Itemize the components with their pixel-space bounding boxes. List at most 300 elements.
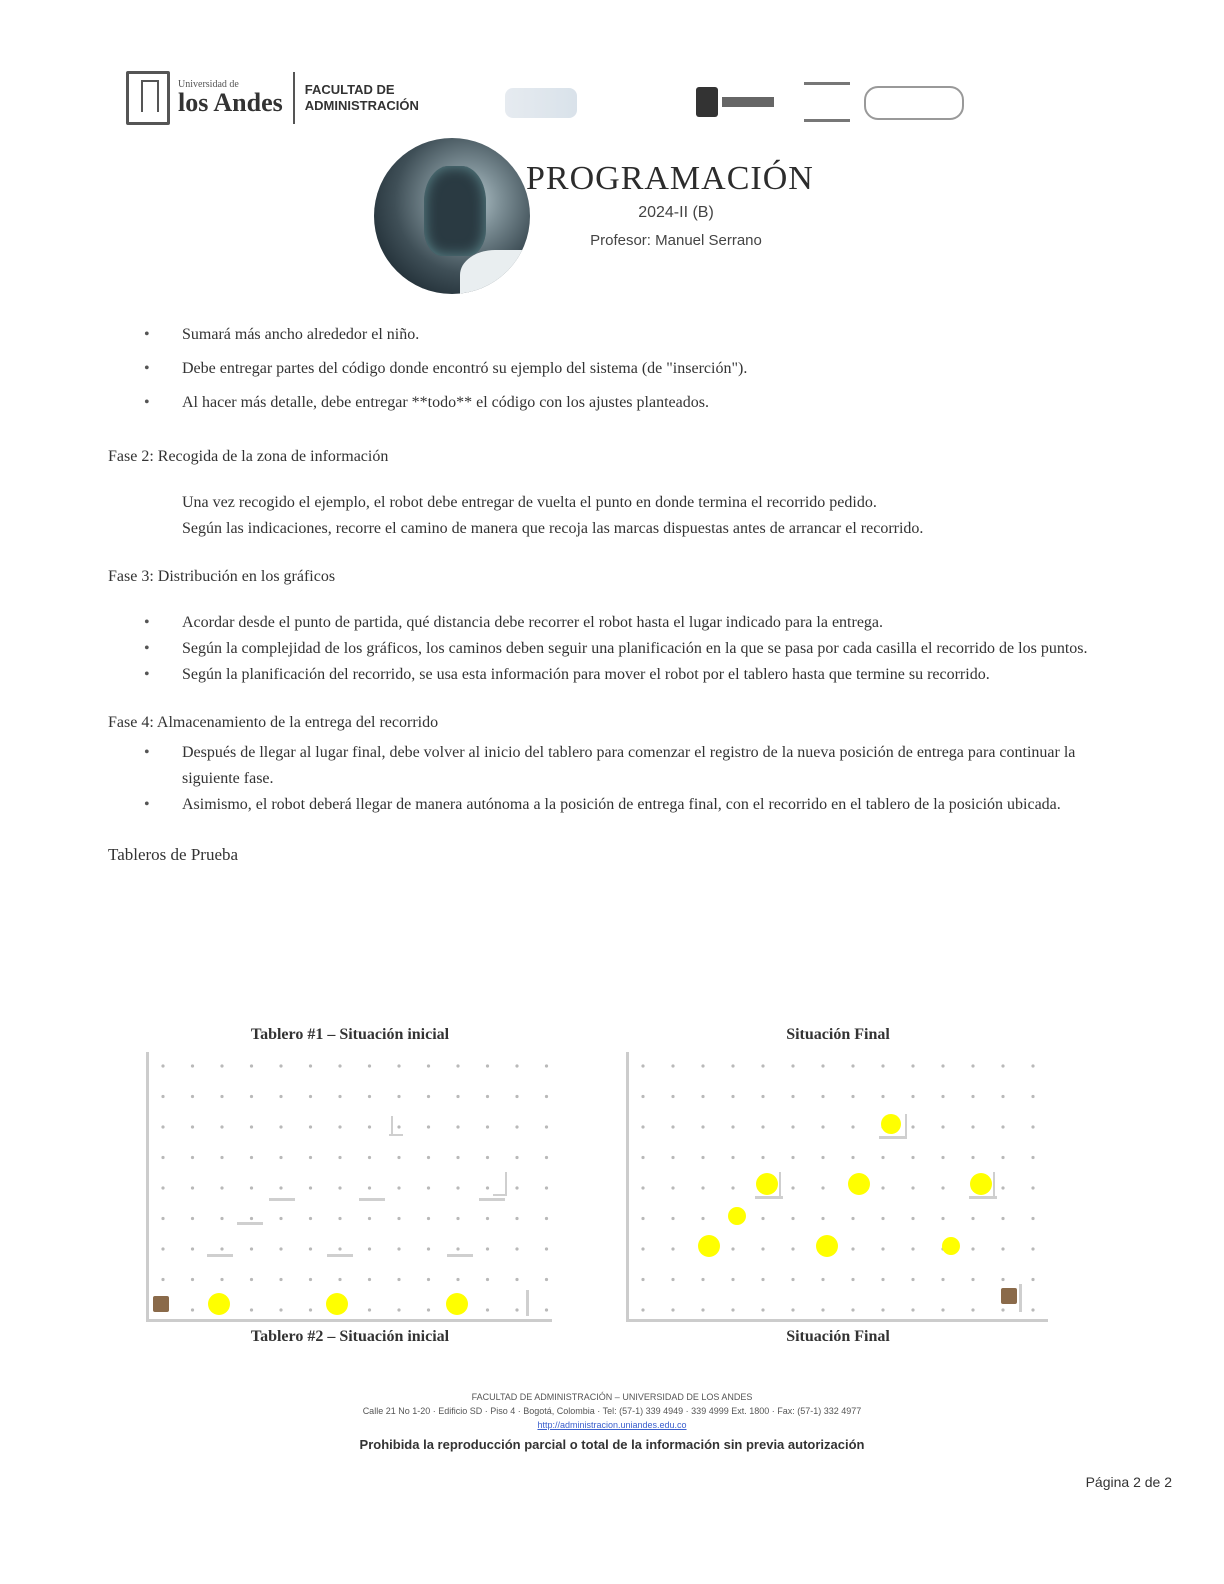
grid-dot	[309, 1247, 312, 1250]
grid-dot	[761, 1278, 764, 1281]
grid-dot	[250, 1186, 253, 1189]
grid-dot	[279, 1156, 282, 1159]
grid-dot	[338, 1278, 341, 1281]
grid-dot	[191, 1278, 194, 1281]
grid-dot	[250, 1247, 253, 1250]
grid-dot	[427, 1064, 430, 1067]
grid-dot	[671, 1156, 674, 1159]
obstacle-corner	[493, 1194, 507, 1196]
intro-list	[108, 322, 1112, 416]
grid-dot	[671, 1308, 674, 1311]
grid-dot	[309, 1095, 312, 1098]
grid-dot	[338, 1156, 341, 1159]
grid-dot	[515, 1308, 518, 1311]
grid-dot	[641, 1095, 644, 1098]
obstacle-corner	[389, 1134, 403, 1136]
grid-dot	[941, 1308, 944, 1311]
grid-dot	[545, 1186, 548, 1189]
footer-link[interactable]: http://administracion.uniandes.edu.co	[537, 1420, 687, 1430]
grid-dot	[971, 1156, 974, 1159]
grid-dot	[427, 1247, 430, 1250]
grid-dot	[279, 1095, 282, 1098]
grid-dot	[761, 1156, 764, 1159]
grid-dot	[515, 1278, 518, 1281]
grid-dot	[731, 1064, 734, 1067]
university-label-small: Universidad de	[178, 79, 239, 90]
grid-dot	[881, 1278, 884, 1281]
section-heading: Fase 4: Almacenamiento de la entrega del recorrido	[108, 714, 439, 731]
obstacle-wall	[207, 1254, 233, 1257]
grid-dot	[971, 1247, 974, 1250]
target-marker	[816, 1235, 838, 1257]
obstacle-wall	[879, 1136, 907, 1139]
list-item: • Acordar desde el punto de partida, qué distancia debe recorrer el robot hasta el lugar indicado para la entrega.	[182, 610, 1112, 636]
grid-dot	[941, 1064, 944, 1067]
board-right-title-bottom: Situación Final	[786, 1328, 890, 1345]
grid-dot	[456, 1217, 459, 1220]
grid-dot	[1001, 1095, 1004, 1098]
grid-dot	[456, 1186, 459, 1189]
grid-dot	[427, 1278, 430, 1281]
sponsor-square-icon	[696, 87, 718, 117]
grid-dot	[545, 1278, 548, 1281]
grid-dot	[1031, 1095, 1034, 1098]
grid-dot	[671, 1217, 674, 1220]
list-item: • Al hacer más detalle, debe entregar **todo** el código con los ajustes planteados.	[182, 390, 1112, 416]
grid-dot	[941, 1217, 944, 1220]
grid-dot	[1001, 1308, 1004, 1311]
grid-dot	[220, 1156, 223, 1159]
grid-dot	[486, 1186, 489, 1189]
grid-dot	[941, 1156, 944, 1159]
grid-dot	[821, 1064, 824, 1067]
grid-dot	[761, 1308, 764, 1311]
grid-dot	[641, 1156, 644, 1159]
sponsor-logo-3	[864, 86, 964, 120]
grid-dot	[971, 1095, 974, 1098]
grid-dot	[941, 1186, 944, 1189]
grid-dot	[456, 1156, 459, 1159]
grid-dot	[911, 1217, 914, 1220]
grid-dot	[220, 1247, 223, 1250]
grid-dot	[279, 1308, 282, 1311]
grid-dot	[397, 1064, 400, 1067]
board-right	[626, 1052, 1048, 1322]
grid-dot	[731, 1278, 734, 1281]
grid-dot	[821, 1217, 824, 1220]
page-number: Página 2 de 2	[1085, 1474, 1172, 1490]
grid-dot	[161, 1125, 164, 1128]
board-right-grid	[629, 1052, 1048, 1319]
grid-dot	[191, 1156, 194, 1159]
grid-dot	[701, 1186, 704, 1189]
grid-dot	[456, 1095, 459, 1098]
grid-dot	[397, 1308, 400, 1311]
university-crest-icon	[126, 71, 170, 125]
page-footer	[150, 1390, 1074, 1456]
grid-dot	[791, 1278, 794, 1281]
grid-dot	[941, 1278, 944, 1281]
grid-dot	[671, 1095, 674, 1098]
grid-dot	[881, 1308, 884, 1311]
target-marker	[446, 1293, 468, 1315]
grid-dot	[397, 1247, 400, 1250]
grid-dot	[220, 1278, 223, 1281]
grid-dot	[161, 1095, 164, 1098]
footer-institution: FACULTAD DE ADMINISTRACIÓN – UNIVERSIDAD DE LOS ANDES	[471, 1392, 753, 1402]
grid-dot	[456, 1064, 459, 1067]
board-left-title-bottom: Tablero #2 – Situación inicial	[250, 1328, 450, 1345]
grid-dot	[220, 1095, 223, 1098]
grid-dot	[971, 1064, 974, 1067]
grid-dot	[456, 1247, 459, 1250]
grid-dot	[1031, 1308, 1034, 1311]
grid-dot	[309, 1278, 312, 1281]
grid-dot	[791, 1217, 794, 1220]
grid-dot	[191, 1308, 194, 1311]
grid-dot	[761, 1064, 764, 1067]
grid-dot	[851, 1278, 854, 1281]
grid-dot	[1001, 1247, 1004, 1250]
grid-dot	[338, 1064, 341, 1067]
grid-dot	[851, 1308, 854, 1311]
grid-dot	[161, 1186, 164, 1189]
grid-dot	[250, 1125, 253, 1128]
university-logo	[126, 70, 476, 126]
obstacle-corner	[391, 1116, 393, 1136]
grid-dot	[761, 1247, 764, 1250]
phase4-list	[108, 740, 1112, 818]
grid-dot	[701, 1278, 704, 1281]
grid-dot	[911, 1247, 914, 1250]
grid-dot	[250, 1095, 253, 1098]
grid-dot	[368, 1156, 371, 1159]
target-marker	[326, 1293, 348, 1315]
sponsor-logo-1	[696, 86, 786, 118]
grid-dot	[309, 1156, 312, 1159]
grid-dot	[671, 1247, 674, 1250]
grid-dot	[731, 1095, 734, 1098]
grid-dot	[911, 1186, 914, 1189]
grid-dot	[397, 1278, 400, 1281]
grid-dot	[250, 1217, 253, 1220]
grid-dot	[1001, 1125, 1004, 1128]
grid-dot	[881, 1156, 884, 1159]
grid-dot	[1001, 1156, 1004, 1159]
grid-dot	[250, 1156, 253, 1159]
board-left-title-top: Tablero #1 – Situación inicial	[250, 1026, 450, 1043]
grid-dot	[279, 1186, 282, 1189]
grid-dot	[515, 1064, 518, 1067]
grid-dot	[486, 1064, 489, 1067]
grid-dot	[279, 1247, 282, 1250]
grid-dot	[1031, 1278, 1034, 1281]
grid-dot	[1001, 1278, 1004, 1281]
grid-dot	[1031, 1156, 1034, 1159]
grid-dot	[1001, 1217, 1004, 1220]
grid-dot	[220, 1064, 223, 1067]
grid-dot	[881, 1064, 884, 1067]
grid-dot	[851, 1156, 854, 1159]
obstacle-wall	[779, 1172, 781, 1196]
grid-dot	[486, 1278, 489, 1281]
grid-dot	[220, 1217, 223, 1220]
grid-dot	[911, 1064, 914, 1067]
grid-dot	[761, 1095, 764, 1098]
grid-dot	[1031, 1217, 1034, 1220]
grid-dot	[486, 1125, 489, 1128]
grid-dot	[397, 1125, 400, 1128]
logo-divider	[293, 72, 295, 124]
grid-dot	[220, 1186, 223, 1189]
grid-dot	[1031, 1125, 1034, 1128]
grid-dot	[791, 1095, 794, 1098]
grid-dot	[368, 1186, 371, 1189]
grid-dot	[161, 1156, 164, 1159]
grid-dot	[279, 1278, 282, 1281]
grid-dot	[971, 1125, 974, 1128]
grid-dot	[486, 1308, 489, 1311]
course-professor: Profesor: Manuel Serrano	[590, 232, 762, 249]
list-item: • Debe entregar partes del código donde encontró su ejemplo del sistema (de "inserción").	[182, 356, 1112, 382]
grid-dot	[971, 1217, 974, 1220]
grid-dot	[881, 1186, 884, 1189]
list-item: • Sumará más ancho alrededor el niño.	[182, 322, 1112, 348]
grid-dot	[1031, 1247, 1034, 1250]
grid-dot	[1031, 1064, 1034, 1067]
obstacle-wall	[447, 1254, 473, 1257]
grid-dot	[368, 1095, 371, 1098]
grid-dot	[427, 1186, 430, 1189]
target-marker	[698, 1235, 720, 1257]
grid-dot	[911, 1125, 914, 1128]
grid-dot	[161, 1278, 164, 1281]
grid-dot	[671, 1278, 674, 1281]
target-marker	[942, 1237, 960, 1255]
grid-dot	[309, 1125, 312, 1128]
grid-dot	[515, 1247, 518, 1250]
list-item: • Según la planificación del recorrido, se usa esta información para mover el robot por el tablero hasta que termine su recorrido.	[182, 662, 1112, 688]
grid-dot	[671, 1064, 674, 1067]
grid-dot	[731, 1186, 734, 1189]
paragraph: Una vez recogido el ejemplo, el robot debe entregar de vuelta el punto en donde termina el recorrido pedido.	[182, 494, 877, 511]
obstacle-wall	[993, 1172, 995, 1196]
grid-dot	[515, 1217, 518, 1220]
grid-dot	[279, 1217, 282, 1220]
grid-dot	[191, 1247, 194, 1250]
robot-icon	[1001, 1288, 1017, 1304]
grid-dot	[338, 1247, 341, 1250]
obstacle-wall	[327, 1254, 353, 1257]
grid-dot	[821, 1095, 824, 1098]
grid-dot	[368, 1064, 371, 1067]
grid-dot	[701, 1308, 704, 1311]
grid-dot	[250, 1278, 253, 1281]
grid-dot	[851, 1125, 854, 1128]
grid-dot	[701, 1217, 704, 1220]
grid-dot	[397, 1217, 400, 1220]
grid-dot	[791, 1247, 794, 1250]
grid-dot	[161, 1247, 164, 1250]
grid-dot	[368, 1278, 371, 1281]
grid-dot	[641, 1247, 644, 1250]
grid-dot	[397, 1095, 400, 1098]
grid-dot	[545, 1217, 548, 1220]
grid-dot	[456, 1278, 459, 1281]
section-heading: Fase 2: Recogida de la zona de información	[108, 448, 389, 465]
grid-dot	[641, 1186, 644, 1189]
grid-dot	[881, 1217, 884, 1220]
grid-dot	[761, 1125, 764, 1128]
faculty-name: FACULTAD DE ADMINISTRACIÓN	[304, 82, 419, 113]
grid-dot	[515, 1156, 518, 1159]
paragraph: Según las indicaciones, recorre el camino de manera que recoja las marcas dispuestas antes de arrancar el recorrido.	[182, 520, 924, 537]
grid-dot	[821, 1125, 824, 1128]
obstacle-wall	[755, 1196, 783, 1199]
grid-dot	[701, 1064, 704, 1067]
grid-dot	[279, 1064, 282, 1067]
grid-dot	[161, 1064, 164, 1067]
grid-dot	[641, 1064, 644, 1067]
grid-dot	[545, 1156, 548, 1159]
grid-dot	[791, 1186, 794, 1189]
grid-dot	[1031, 1186, 1034, 1189]
grid-dot	[671, 1186, 674, 1189]
grid-dot	[338, 1125, 341, 1128]
grid-dot	[731, 1125, 734, 1128]
grid-dot	[851, 1064, 854, 1067]
board-right-title-top: Situación Final	[786, 1026, 890, 1043]
grid-dot	[486, 1217, 489, 1220]
grid-dot	[456, 1125, 459, 1128]
grid-dot	[191, 1125, 194, 1128]
grid-dot	[791, 1156, 794, 1159]
grid-dot	[486, 1156, 489, 1159]
grid-dot	[851, 1095, 854, 1098]
list-item: • Según la complejidad de los gráficos, los caminos deben seguir una planificación en la que se pasa por cada casilla el recorrido de los puntos.	[182, 636, 1112, 662]
grid-dot	[701, 1125, 704, 1128]
obstacle-wall	[237, 1222, 263, 1225]
grid-dot	[731, 1247, 734, 1250]
grid-dot	[545, 1095, 548, 1098]
target-marker	[970, 1173, 992, 1195]
grid-dot	[545, 1308, 548, 1311]
grid-dot	[881, 1247, 884, 1250]
robot-icon	[153, 1296, 169, 1312]
board-left	[146, 1052, 552, 1322]
grid-dot	[731, 1308, 734, 1311]
grid-dot	[971, 1278, 974, 1281]
grid-dot	[821, 1308, 824, 1311]
obstacle-wall	[269, 1198, 295, 1201]
finish-line	[526, 1290, 529, 1316]
grid-dot	[427, 1217, 430, 1220]
grid-dot	[220, 1125, 223, 1128]
footer-address: Calle 21 No 1-20 · Edificio SD · Piso 4 · Bogotá, Colombia · Tel: (57-1) 339 4949 · 339 4999 Ext. 1800 · Fax: (57-1) 332 4977	[362, 1406, 862, 1416]
grid-dot	[911, 1308, 914, 1311]
grid-dot	[338, 1217, 341, 1220]
grid-dot	[641, 1278, 644, 1281]
grid-dot	[941, 1125, 944, 1128]
grid-dot	[641, 1308, 644, 1311]
grid-dot	[671, 1125, 674, 1128]
grid-dot	[368, 1247, 371, 1250]
target-marker	[208, 1293, 230, 1315]
grid-dot	[515, 1095, 518, 1098]
grid-dot	[545, 1125, 548, 1128]
grid-dot	[791, 1125, 794, 1128]
grid-dot	[397, 1186, 400, 1189]
grid-dot	[191, 1095, 194, 1098]
grid-dot	[191, 1064, 194, 1067]
grid-dot	[486, 1247, 489, 1250]
grid-dot	[515, 1125, 518, 1128]
phase3-list	[108, 610, 1112, 688]
grid-dot	[515, 1186, 518, 1189]
grid-dot	[821, 1156, 824, 1159]
accreditation-logo	[505, 88, 577, 118]
grid-dot	[250, 1064, 253, 1067]
grid-dot	[821, 1278, 824, 1281]
target-marker	[848, 1173, 870, 1195]
target-marker	[756, 1173, 778, 1195]
grid-dot	[427, 1308, 430, 1311]
course-term: 2024-II (B)	[638, 204, 714, 221]
list-item: • Asimismo, el robot deberá llegar de manera autónoma a la posición de entrega final, con el recorrido en el tablero de la posición ubicada.	[182, 792, 1112, 818]
grid-dot	[338, 1186, 341, 1189]
grid-dot	[1001, 1186, 1004, 1189]
grid-dot	[1001, 1064, 1004, 1067]
grid-dot	[191, 1217, 194, 1220]
grid-dot	[881, 1095, 884, 1098]
grid-dot	[309, 1186, 312, 1189]
obstacle-wall	[359, 1198, 385, 1201]
grid-dot	[427, 1095, 430, 1098]
finish-line	[1019, 1284, 1022, 1312]
boards-heading: Tableros de Prueba	[108, 845, 239, 864]
grid-dot	[761, 1217, 764, 1220]
grid-dot	[545, 1064, 548, 1067]
board-left-grid	[149, 1052, 552, 1319]
obstacle-corner	[505, 1172, 507, 1196]
grid-dot	[427, 1156, 430, 1159]
grid-dot	[851, 1217, 854, 1220]
document-body	[108, 322, 1112, 868]
grid-dot	[701, 1095, 704, 1098]
grid-dot	[368, 1308, 371, 1311]
grid-dot	[250, 1308, 253, 1311]
grid-dot	[911, 1095, 914, 1098]
footer-notice: Prohibida la reproducción parcial o total de la información sin previa autorización	[359, 1437, 865, 1452]
course-avatar-image	[374, 138, 530, 294]
grid-dot	[851, 1247, 854, 1250]
grid-dot	[397, 1156, 400, 1159]
grid-dot	[821, 1186, 824, 1189]
section-heading: Fase 3: Distribución en los gráficos	[108, 568, 336, 585]
grid-dot	[191, 1186, 194, 1189]
grid-dot	[545, 1247, 548, 1250]
obstacle-wall	[905, 1114, 907, 1138]
grid-dot	[791, 1064, 794, 1067]
grid-dot	[971, 1308, 974, 1311]
grid-dot	[309, 1217, 312, 1220]
grid-dot	[279, 1125, 282, 1128]
grid-dot	[161, 1217, 164, 1220]
course-title: PROGRAMACIÓN	[526, 160, 814, 197]
obstacle-wall	[479, 1198, 505, 1201]
list-item: • Después de llegar al lugar final, debe volver al inicio del tablero para comenzar el registro de la nueva posición de entrega para continuar la siguiente fase.	[182, 740, 1112, 792]
grid-dot	[309, 1064, 312, 1067]
